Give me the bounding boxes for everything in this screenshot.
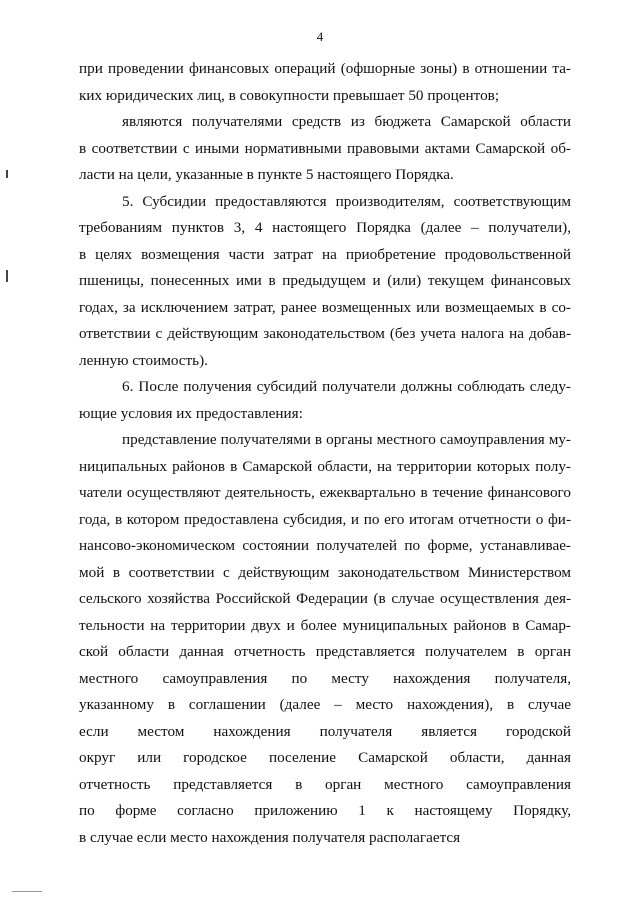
- text-line: в соответствии с иными нормативными правовыми актами Самарской об-: [79, 139, 571, 157]
- text-line: местного самоуправления по месту нахождения получателя,: [79, 669, 571, 687]
- margin-mark: [6, 170, 8, 178]
- text-line: тельности на территории двух и более муниципальных районов в Самар-: [79, 616, 571, 634]
- paragraph: [79, 427, 571, 851]
- text-line: 5. Субсидии предоставляются производителям, соответствующим: [122, 192, 571, 210]
- text-line: являются получателями средств из бюджета Самарской области: [122, 113, 571, 130]
- text-line: мой в соответствии с действующим законодательством Министерством: [79, 563, 571, 581]
- text-line: чатели осуществляют деятельность, ежеквартально в течение финансового: [79, 484, 571, 501]
- paragraph: [79, 374, 571, 427]
- text-line: в случае если место нахождения получателя располагается: [79, 828, 461, 846]
- margin-mark: [12, 891, 42, 892]
- text-line: сельского хозяйства Российской Федерации (в случае осуществления дея-: [79, 590, 571, 607]
- text-line: представление получателями в органы местного самоуправления му-: [122, 431, 571, 448]
- text-line: в целях возмещения части затрат на приобретение продовольственной: [79, 245, 571, 263]
- text-line: ких юридических лиц, в совокупности превышает 50 процентов;: [79, 86, 500, 104]
- text-line: округ или городское поселение Самарской области, данная: [79, 749, 571, 766]
- text-line: года, в котором предоставлена субсидия, и по его итогам отчетности о фи-: [79, 510, 571, 528]
- paragraph: [79, 56, 571, 109]
- document-body: [79, 56, 571, 851]
- text-line: указанному в соглашении (далее – место нахождения), в случае: [79, 696, 571, 713]
- page-number: 4: [316, 29, 324, 44]
- text-line: если местом нахождения получателя является городской: [79, 722, 571, 740]
- text-line: 6. После получения субсидий получатели должны соблюдать следу-: [122, 378, 571, 395]
- text-line: ющие условия их предоставления:: [79, 404, 303, 422]
- text-line: требованиям пунктов 3, 4 настоящего Порядка (далее – получатели),: [79, 219, 571, 236]
- paragraph: [79, 109, 571, 189]
- text-line: ответствии с действующим законодательством (без учета налога на добав-: [79, 325, 571, 342]
- paragraph: [79, 189, 571, 375]
- text-line: ласти на цели, указанные в пункте 5 настоящего Порядка.: [79, 166, 454, 183]
- text-line: ской области данная отчетность представляется получателем в орган: [79, 643, 571, 660]
- text-line: пшеницы, понесенных ими в предыдущем и (или) текущем финансовых: [79, 272, 571, 289]
- text-line: отчетность представляется в орган местного самоуправления: [79, 775, 571, 793]
- text-line: ленную стоимость).: [79, 351, 208, 369]
- text-line: ниципальных районов в Самарской области, на территории которых полу-: [79, 457, 571, 475]
- text-line: по форме согласно приложению 1 к настоящему Порядку,: [79, 802, 571, 819]
- text-line: при проведении финансовых операций (офшорные зоны) в отношении та-: [79, 60, 571, 77]
- margin-mark: [6, 270, 8, 282]
- text-line: годах, за исключением затрат, ранее возмещенных или возмещаемых в со-: [79, 298, 571, 316]
- text-line: нансово-экономическом состоянии получателей по форме, устанавливае-: [79, 537, 571, 554]
